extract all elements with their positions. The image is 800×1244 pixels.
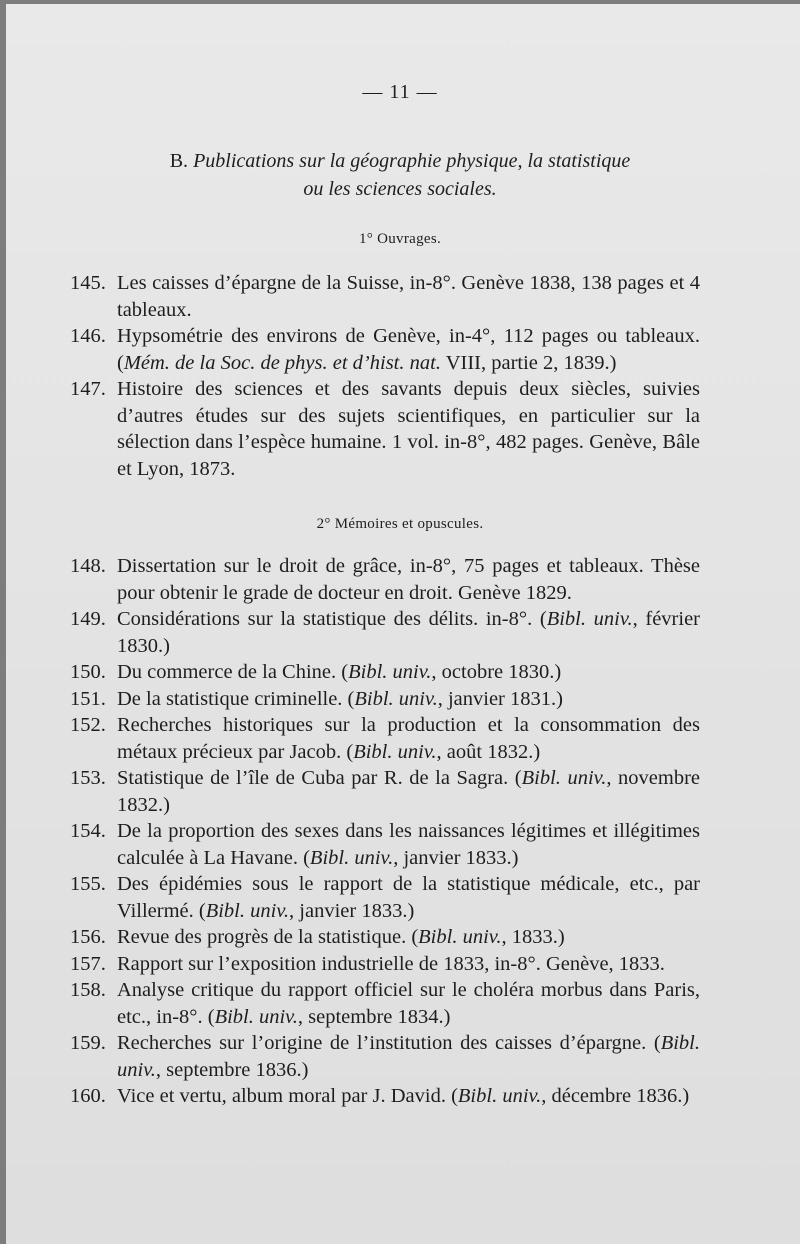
entry-text	[117, 553, 700, 606]
entry-text	[117, 818, 700, 871]
entry-journal-title: Bibl. univ.	[546, 608, 633, 630]
section-heading-line2: ou les sciences sociales.	[303, 178, 497, 200]
entry-text	[117, 606, 700, 659]
entry-journal-title: Bibl. univ.	[214, 1005, 298, 1028]
entry-text-part: Du commerce de la Chine. (	[117, 661, 349, 683]
entry-text	[117, 659, 700, 686]
entry-text	[117, 376, 700, 482]
bibliography-entry	[70, 270, 700, 323]
entry-number: 151.	[70, 687, 106, 710]
entry-number: 155.	[70, 873, 106, 895]
entry-journal-title: Bibl. univ.	[418, 926, 502, 948]
entry-text	[117, 765, 700, 818]
entry-number: 148.	[70, 555, 106, 577]
entry-text-part: , octobre 1830.)	[431, 661, 562, 683]
entry-text-part: Les caisses d’épargne de la Suisse, in-8°. Genève 1838, 138 pages et 4 tableaux.	[117, 272, 700, 321]
entry-text-part: De la proportion des sexes dans les naissances légitimes et illégitimes calculée à La Havane. (	[117, 820, 700, 869]
entry-journal-title: Bibl. univ.	[521, 767, 607, 789]
entry-number: 157.	[70, 952, 106, 975]
entry-text	[117, 712, 700, 765]
entry-number: 150.	[70, 661, 106, 683]
entry-text-part: Rapport sur l’exposition industrielle de 1833, in-8°. Genève, 1833.	[117, 952, 665, 975]
section-heading	[0, 147, 800, 175]
entry-text	[117, 924, 700, 951]
entry-text-part: Dissertation sur le droit de grâce, in-8°, 75 pages et tableaux. Thèse pour obtenir le grade de docteur en droit. Genève 1829.	[117, 555, 700, 604]
entry-text-part: Des épidémies sous le rapport de la statistique médicale, etc., par Villermé. (	[117, 873, 700, 922]
entry-text	[117, 686, 700, 713]
entry-number: 147.	[70, 378, 106, 400]
entry-text-part: Vice et vertu, album moral par J. David. (	[117, 1085, 458, 1107]
bibliography-entry	[70, 818, 700, 871]
entry-text	[117, 270, 700, 323]
bibliography-entry	[70, 659, 700, 686]
entry-text-part: , septembre 1836.)	[155, 1058, 309, 1081]
entry-text-part: , janvier 1831.)	[437, 687, 563, 710]
entry-text-part: , décembre 1836.)	[541, 1085, 690, 1107]
entry-number: 149.	[70, 608, 106, 630]
bibliography-entry	[70, 765, 700, 818]
entry-text-part: , janvier 1833.)	[393, 846, 519, 869]
entry-text-part: , septembre 1834.)	[297, 1005, 451, 1028]
entry-text-part: , novembre 1832.)	[117, 767, 701, 816]
entry-journal-title: Bibl. univ.	[354, 687, 438, 710]
entry-text	[117, 977, 700, 1030]
entry-journal-title: Bibl. univ.	[117, 1032, 700, 1081]
entry-journal-title: Bibl. univ.	[353, 740, 437, 763]
entry-text-part: De la statistique criminelle. (	[117, 687, 355, 710]
entry-journal-title: Bibl. univ.	[309, 846, 394, 869]
subhead-ouvrages: 1° Ouvrages.	[358, 231, 442, 247]
entry-text	[117, 323, 700, 376]
entry-text-part: , 1833.)	[501, 926, 565, 948]
entry-text-part: Histoire des sciences et des savants depuis deux siècles, suivies d’autres études sur des sujets scientifiques, en particulier sur la sélection dans l’espèce humaine. 1 vol. in-8°, 482 pages. Genève, Bâle et Lyon, 1873.	[117, 378, 700, 480]
bibliography-entry	[70, 323, 700, 376]
entry-number: 156.	[70, 926, 106, 948]
entry-journal-title: Bibl. univ.	[348, 661, 432, 683]
bibliography-entry	[70, 977, 700, 1030]
entry-journal-title: Mém. de la Soc. de phys. et d’hist. nat.	[123, 351, 441, 374]
entry-text-part: Analyse critique du rapport officiel sur le choléra morbus dans Paris, etc., in-8°. (	[117, 979, 700, 1028]
entry-text	[117, 871, 700, 924]
entry-number: 153.	[70, 767, 106, 789]
bibliography-entry	[70, 1030, 700, 1083]
entry-text-part: Recherches sur l’origine de l’institution des caisses d’épargne. (	[117, 1032, 661, 1054]
entry-number: 154.	[70, 820, 106, 842]
entry-text-part: , janvier 1833.)	[289, 899, 415, 922]
memoires-list	[70, 553, 700, 1110]
bibliography-entry	[70, 924, 700, 951]
entry-number: 158.	[70, 979, 106, 1001]
entry-text-part: Recherches historiques sur la production et la consommation des métaux précieux par Jacob. (	[117, 714, 700, 763]
entry-text-part: Hypsométrie des environs de Genève, in-4°, 112 pages ou tableaux. (	[117, 325, 700, 374]
entry-text-part: Considérations sur la statistique des délits. in-8°. (	[117, 608, 547, 630]
bibliography-entry	[70, 686, 700, 713]
section-letter: B.	[169, 150, 189, 172]
bibliography-entry	[70, 376, 700, 482]
entry-journal-title: Bibl. univ.	[205, 899, 290, 922]
entry-text	[117, 1083, 700, 1110]
entry-text-part: , février 1830.)	[117, 608, 700, 657]
entry-text-part: Statistique de l’île de Cuba par R. de la Sagra. (	[117, 767, 522, 789]
bibliography-entry	[70, 712, 700, 765]
entry-text-part: , août 1832.)	[436, 740, 541, 763]
bibliography-entry	[70, 871, 700, 924]
bibliography-entry	[70, 606, 700, 659]
entry-journal-title: Bibl. univ.	[457, 1085, 542, 1107]
bibliography-entry	[70, 951, 700, 978]
entry-number: 152.	[70, 714, 106, 736]
section-heading-line1: Publications sur la géographie physique, la statistique	[193, 150, 631, 172]
bibliography-entry	[70, 553, 700, 606]
entry-number: 146.	[70, 325, 106, 347]
bibliography-entry	[70, 1083, 700, 1110]
entry-text-part: Revue des progrès de la statistique. (	[117, 926, 419, 948]
ouvrages-list	[70, 270, 700, 482]
entry-text-part: VIII, partie 2, 1839.)	[440, 351, 617, 374]
entry-number: 145.	[70, 272, 106, 294]
entry-number: 159.	[70, 1032, 106, 1054]
entry-text	[117, 951, 700, 978]
entry-text	[117, 1030, 700, 1083]
page-number: — 11 —	[362, 81, 438, 103]
subhead-memoires: 2° Mémoires et opuscules.	[316, 516, 484, 532]
entry-number: 160.	[70, 1085, 106, 1107]
